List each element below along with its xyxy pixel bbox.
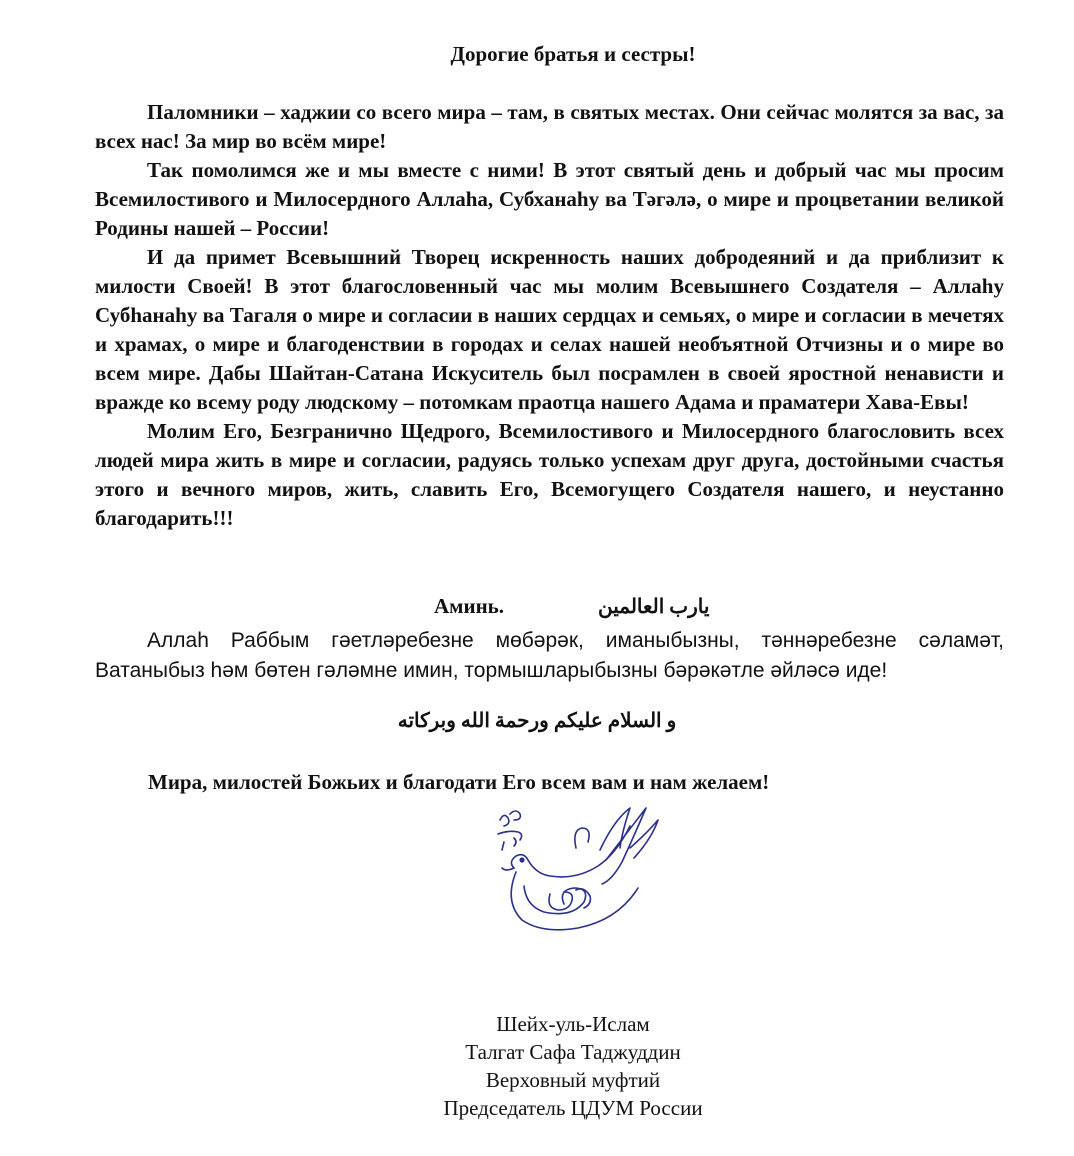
signatory-title: Шейх-уль-Ислам <box>496 1012 650 1036</box>
paragraph-pilgrims: Паломники – хаджии со всего мира – там, в святых местах. Они сейчас молятся за вас, за всех нас! За мир во всём мире! <box>95 100 1004 153</box>
closing-wish: Мира, милостей Божьих и благодати Его всем вам и нам желаем! <box>148 770 770 794</box>
letter-body <box>95 98 1004 533</box>
amen-text: Аминь. <box>434 594 505 618</box>
tatar-paragraph-block <box>95 626 1004 686</box>
signatory-position: Верховный муфтий <box>485 1068 661 1092</box>
paragraph-blessing: Молим Его, Безгранично Щедрого, Всемилостивого и Милосердного благословить всех людей мира жить в мире и согласии, радуясь только успехам друг друга, достойными счастья этого и вечного миров, жить, славить Его, Всемогущего Создателя нашего, и неустанно благодарить!!! <box>95 419 1004 530</box>
paragraph-pray-together: Так помолимся же и мы вместе с ними! В этот святый день и добрый час мы просим Всемилостивого и Милосердного Аллаhа, Субханаhу ва Тәгәлә, о мире и процветании великой Родины нашей – России! <box>95 158 1004 240</box>
letter-greeting: Дорогие братья и сестры! <box>450 42 696 66</box>
signatory-name: Талгат Сафа Таджуддин <box>465 1040 681 1064</box>
amen-arabic-text: يارب العالمين <box>598 596 710 618</box>
signatory-organization: Председатель ЦДУМ России <box>443 1096 703 1120</box>
tatar-paragraph: Аллаh Раббым гәетләребезне мөбәрәк, иманыбызны, тәннәребезне сәламәт, Ватаныбыз һәм бөтен гәләмне имин, тормышларыбызны бәрәкәтле әйләсә иде! <box>95 629 1004 682</box>
salam-arabic-text: و السلام عليكم ورحمة الله وبركاته <box>397 710 677 732</box>
signatory-block <box>400 1010 746 1122</box>
signature-dove-image <box>480 790 680 960</box>
paragraph-creator: И да примет Всевышний Творец искренность наших добродеяний и да приблизит к милости Своей! В этот благословенный час мы молим Всевышнего Создателя – Аллаhу Субhанаhу ва Тагаля о мире и согласии в наших сердцах и семьях, о мире и согласии в мечетях и храмах, о мире и благоденствии в городах и селах нашей необъятной Отчизны и о мире во всем мире. Дабы Шайтан-Сатана Искуситель был посрамлен в своей яростной ненависти и вражде ко всему роду людскому – потомкам праотца нашего Адама и праматери Хава-Евы! <box>95 245 1004 414</box>
